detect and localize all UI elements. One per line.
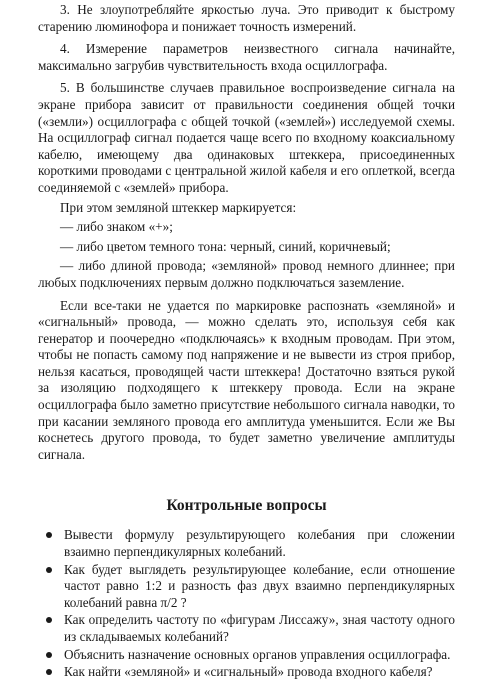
list-item xyxy=(38,527,455,560)
list-item xyxy=(38,612,455,645)
bullet-icon xyxy=(46,617,52,623)
paragraph-marking-option-1: — либо знаком «+»; xyxy=(60,219,173,235)
bullet-icon xyxy=(46,652,52,658)
question-text: Как определить частоту по «фигурам Лиссажу», зная частоту одного из складываемых колебаний? xyxy=(64,612,455,644)
paragraph-item-5: 5. В большинстве случаев правильное воспроизведение сигнала на экране прибора зависит от правильности соединения общей точки («земли») осциллографа с общей точкой («землей») исследуемой схемы. На осциллограф сигнал подается чаще всего по входному коаксиальному кабелю, имеющему два одинаковых штеккера, присоединенных короткими проводами с центральной жилой кабеля и его оплеткой, всегда соединяемой с «землей» прибора. xyxy=(38,80,455,195)
bullet-icon xyxy=(46,567,52,573)
section-title: Контрольные вопросы xyxy=(166,497,327,515)
paragraph-self-test: Если все-таки не удается по маркировке распознать «земляной» и «сигнальный» провода, — можно сделать это, используя себя как генератор и поочередно «подключаясь» к входным проводам. При этом, чтобы не попасть самому под напряжение и не вывести из строя прибор, нельзя касаться, проводящей части штеккера! Достаточно взяться рукой за изоляцию подходящего к штеккеру провода. Если на экране осциллографа было заметно присутствие небольшого сигнала наводки, то при касании земляного провода его амплитуда уменьшится. Если же Вы коснетесь другого провода, то будет заметно увеличение амплитуды сигнала. xyxy=(38,297,455,462)
paragraph-item-4: 4. Измерение параметров неизвестного сигнала начинайте, максимально загрубив чувствительность входа осциллографа. xyxy=(38,41,455,73)
question-text: Как найти «земляной» и «сигнальный» провода входного кабеля? xyxy=(64,664,433,680)
list-item xyxy=(38,664,455,681)
paragraph-marking-option-3: — либо длиной провода; «земляной» провод немного длиннее; при любых подключениях первым должно подключаться заземление. xyxy=(38,258,455,290)
paragraph-marking-intro: При этом земляной штеккер маркируется: xyxy=(60,199,297,215)
bullet-icon xyxy=(46,532,52,538)
question-text: Объяснить назначение основных органов управления осциллографа. xyxy=(64,646,451,662)
paragraph-marking-option-2: — либо цветом темного тона: черный, синий, коричневый; xyxy=(60,238,391,254)
list-item xyxy=(38,647,455,664)
question-text: Как будет выглядеть результирующее колебание, если отношение частот равно 1:2 и разность фаз двух взаимно перпендикулярных колебаний равна π/2 ? xyxy=(64,561,455,610)
paragraph-item-3: 3. Не злоупотребляйте яркостью луча. Это приводит к быстрому старению люминофора и понижает точность измерений. xyxy=(38,2,455,34)
list-item xyxy=(38,562,455,612)
bullet-icon xyxy=(46,669,52,675)
question-text: Вывести формулу результирующего колебания при сложении взаимно перпендикулярных колебаний. xyxy=(64,527,455,560)
questions-list xyxy=(38,527,455,680)
